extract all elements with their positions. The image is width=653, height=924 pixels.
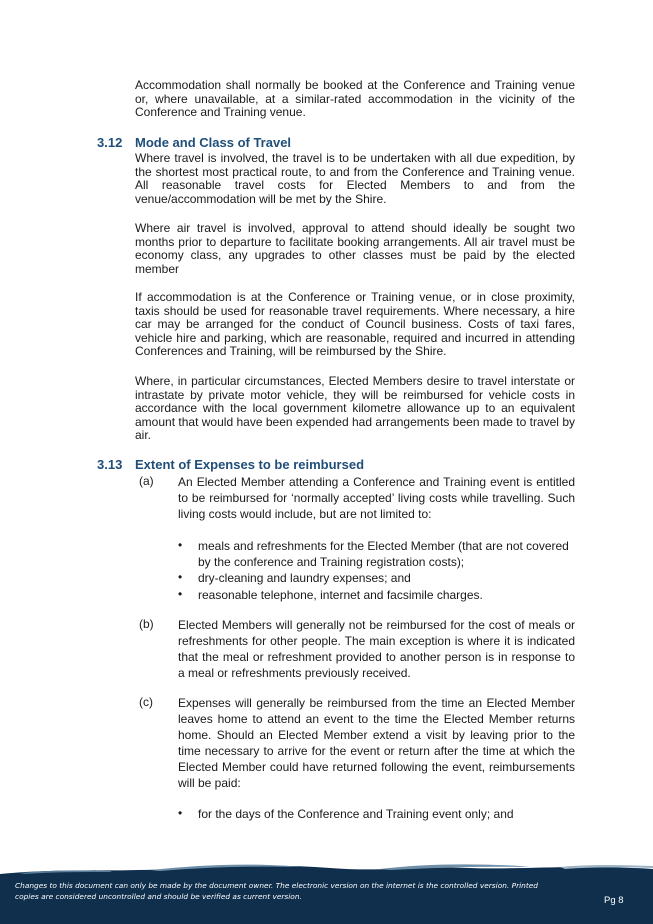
section-3-12-number: 3.12 [97, 135, 123, 150]
section-3-12-heading [97, 135, 291, 150]
item-c-bullet-1: for the days of the Conference and Training event only; and [198, 807, 514, 821]
section-3-13-title: Extent of Expenses to be reimbursed [135, 457, 365, 472]
item-a-bullet-2: dry-cleaning and laundry expenses; and [198, 571, 411, 585]
item-c-text: Expenses will generally be reimbursed from the time an Elected Member leaves home to attend an event to the time the Elected Member returns home. Should an Elected Member extend a visit by leaving prior to the time necessary to arrive for the event or return after the time at which the Elected Member could have returned following the event, reimbursements will be paid: [178, 696, 575, 791]
wave-decoration-icon [0, 860, 653, 880]
item-a-bullet-3: reasonable telephone, internet and facsimile charges. [198, 588, 483, 602]
item-a-bullet-1: meals and refreshments for the Elected Member (that are not covered by the conference and Training registration costs); [198, 539, 569, 570]
section-3-13-number: 3.13 [97, 457, 123, 472]
item-b-label: (b) [139, 617, 154, 631]
travel-paragraph-4: Where, in particular circumstances, Elected Members desire to travel interstate or intrastate by private motor vehicle, they will be reimbursed for vehicle costs in accordance with the local government kilometre allowance up to an equivalent amount that would have been expended had arrangements been made to travel by air. [135, 374, 575, 443]
intro-paragraph: Accommodation shall normally be booked at the Conference and Training venue or, where unavailable, at a similar-rated accommodation in the vicinity of the Conference and Training venue. [135, 78, 575, 120]
bullet-marker: • [178, 806, 183, 820]
item-c-label: (c) [139, 695, 153, 709]
item-b-text: Elected Members will generally not be reimbursed for the cost of meals or refreshments for other people. The main exception is where it is indicated that the meal or refreshment provided to another person is in response to a meal or refreshments previously received. [178, 618, 575, 681]
bullet-marker: • [178, 570, 183, 584]
travel-paragraph-1: Where travel is involved, the travel is to be undertaken with all due expedition, by the shortest most practical route, to and from the Conference and Training venue. All reasonable travel costs for Elected Members to and from the venue/accommodation will be met by the Shire. [135, 151, 575, 206]
item-a-text: An Elected Member attending a Conference and Training event is entitled to be reimbursed for ‘normally accepted’ living costs while travelling. Such living costs would include, but are not limited to: [178, 475, 575, 522]
travel-paragraph-2: Where air travel is involved, approval to attend should ideally be sought two months prior to departure to facilitate booking arrangements. All air travel must be economy class, any upgrades to other classes must be paid by the elected member [135, 221, 575, 276]
travel-paragraph-3: If accommodation is at the Conference or Training venue, or in close proximity, taxis should be used for reasonable travel requirements. Where necessary, a hire car may be arranged for the conduct of Council business. Costs of taxi fares, vehicle hire and parking, which are reasonable, required and incurred in attending Conferences and Training, will be reimbursed by the Shire. [135, 290, 575, 359]
page-number: Pg 8 [604, 895, 624, 906]
section-3-12-title: Mode and Class of Travel [135, 135, 292, 150]
section-3-13-heading [97, 457, 364, 472]
item-a-label: (a) [139, 474, 154, 488]
bullet-marker: • [178, 587, 183, 601]
footer-disclaimer: Changes to this document can only be made by the document owner. The electronic version on the internet is the controlled version. Printed copies are considered uncontrolled and should be verified as current version. [15, 881, 538, 901]
bullet-marker: • [178, 538, 183, 552]
